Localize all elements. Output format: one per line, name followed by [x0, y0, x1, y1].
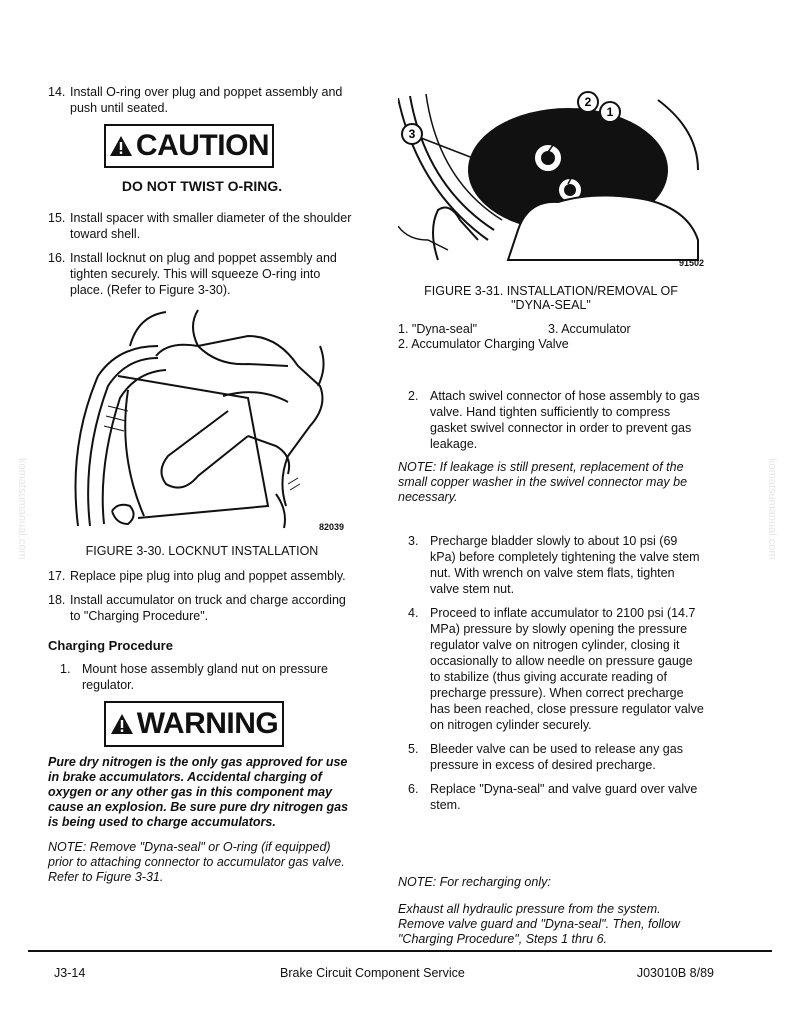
watermark-left: komatsumanual.com [16, 458, 28, 560]
figure-number: 82039 [318, 522, 344, 532]
page-number: J3-14 [54, 966, 86, 980]
charging-step-5: 5. Bleeder valve can be used to release any gas pressure in excess of desired precharge. [408, 742, 683, 772]
figure-3-30-illustration [48, 306, 348, 538]
caution-banner: CAUTION [104, 124, 274, 168]
step-15: 15. Install spacer with smaller diameter of the shoulder toward shell. [48, 211, 352, 241]
warning-banner: WARNING [104, 701, 284, 747]
warning-text: Pure dry nitrogen is the only gas approved for use in brake accumulators. Accidental charging of oxygen or any other gas in this component may cause an explosion. Be sure pure dry nitrogen gas is being used to charge accumulators. [48, 755, 349, 829]
warning-triangle-icon [110, 712, 134, 736]
charging-step-6: 6. Replace "Dyna-seal" and valve guard over valve stem. [408, 782, 698, 812]
callout-3: 3 [408, 127, 416, 141]
charging-step-2: 2. Attach swivel connector of hose assembly to gas valve. Hand tighten sufficiently to compress gasket swivel connector in order to prevent gas leakage. [408, 389, 700, 451]
callout-2: 2 [584, 95, 592, 109]
figure-number: 91502 [678, 258, 704, 268]
step-14: 14. Install O-ring over plug and poppet assembly and push until seated. [48, 85, 343, 115]
document-code: J03010B 8/89 [636, 966, 714, 980]
legend-item-2: 2. Accumulator Charging Valve [398, 337, 569, 351]
locknut-installation-drawing [48, 306, 348, 538]
footer-rule [28, 950, 772, 952]
note-leakage: NOTE: If leakage is still present, replacement of the small copper washer in the swivel connector may be necessary. [398, 460, 688, 504]
caution-text: DO NOT TWIST O-RING. [121, 178, 283, 194]
right-column [398, 84, 704, 957]
charging-step-4: 4. Proceed to inflate accumulator to 2100 psi (14.7 MPa) pressure by slowly opening the pressure regulator valve on nitrogen cylinder, closing it occasionally to allow needle on pressure gauge to stabilize (thus giving accurate reading of precharge pressure). When correct precharge has been reached, close pressure regulator valve on nitrogen cylinder securely. [408, 606, 704, 732]
left-column [48, 84, 356, 895]
recharge-note-heading: NOTE: For recharging only: [398, 875, 551, 889]
watermark-right: komatsumanual.com [766, 458, 778, 560]
dyna-seal-drawing [398, 90, 704, 278]
legend-item-1: 1. "Dyna-seal" [398, 322, 478, 336]
figure-3-31-caption: FIGURE 3-31. INSTALLATION/REMOVAL OF "DYNA-SEAL" [424, 284, 678, 312]
figure-3-31-illustration [398, 90, 704, 278]
callout-1: 1 [606, 105, 614, 119]
step-18: 18. Install accumulator on truck and charge according to "Charging Procedure". [48, 593, 346, 623]
figure-3-30-caption: FIGURE 3-30. LOCKNUT INSTALLATION [85, 544, 319, 558]
recharge-note-text: Exhaust all hydraulic pressure from the system. Remove valve guard and "Dyna-seal". Then, follow "Charging Procedure", Steps 1 thru 6. [398, 902, 680, 946]
section-title: Brake Circuit Component Service [280, 966, 465, 980]
charging-step-3: 3. Precharge bladder slowly to about 10 psi (69 kPa) before completely tightening the valve stem nut. With wrench on valve stem flats, tighten valve stem nut. [408, 534, 700, 596]
note-remove-dyna-seal: NOTE: Remove "Dyna-seal" or O-ring (if equipped) prior to attaching connector to accumulator gas valve. Refer to Figure 3-31. [48, 840, 345, 884]
warning-triangle-icon [109, 134, 133, 158]
charging-procedure-heading: Charging Procedure [48, 638, 173, 653]
charging-step-1: 1. Mount hose assembly gland nut on pressure regulator. [60, 662, 328, 692]
legend-item-3: 3. Accumulator [548, 322, 631, 336]
step-17: 17. Replace pipe plug into plug and poppet assembly. [48, 569, 346, 583]
step-16: 16. Install locknut on plug and poppet assembly and tighten securely. This will squeeze O-ring into place. (Refer to Figure 3-30). [48, 251, 337, 297]
figure-legend [398, 322, 704, 352]
